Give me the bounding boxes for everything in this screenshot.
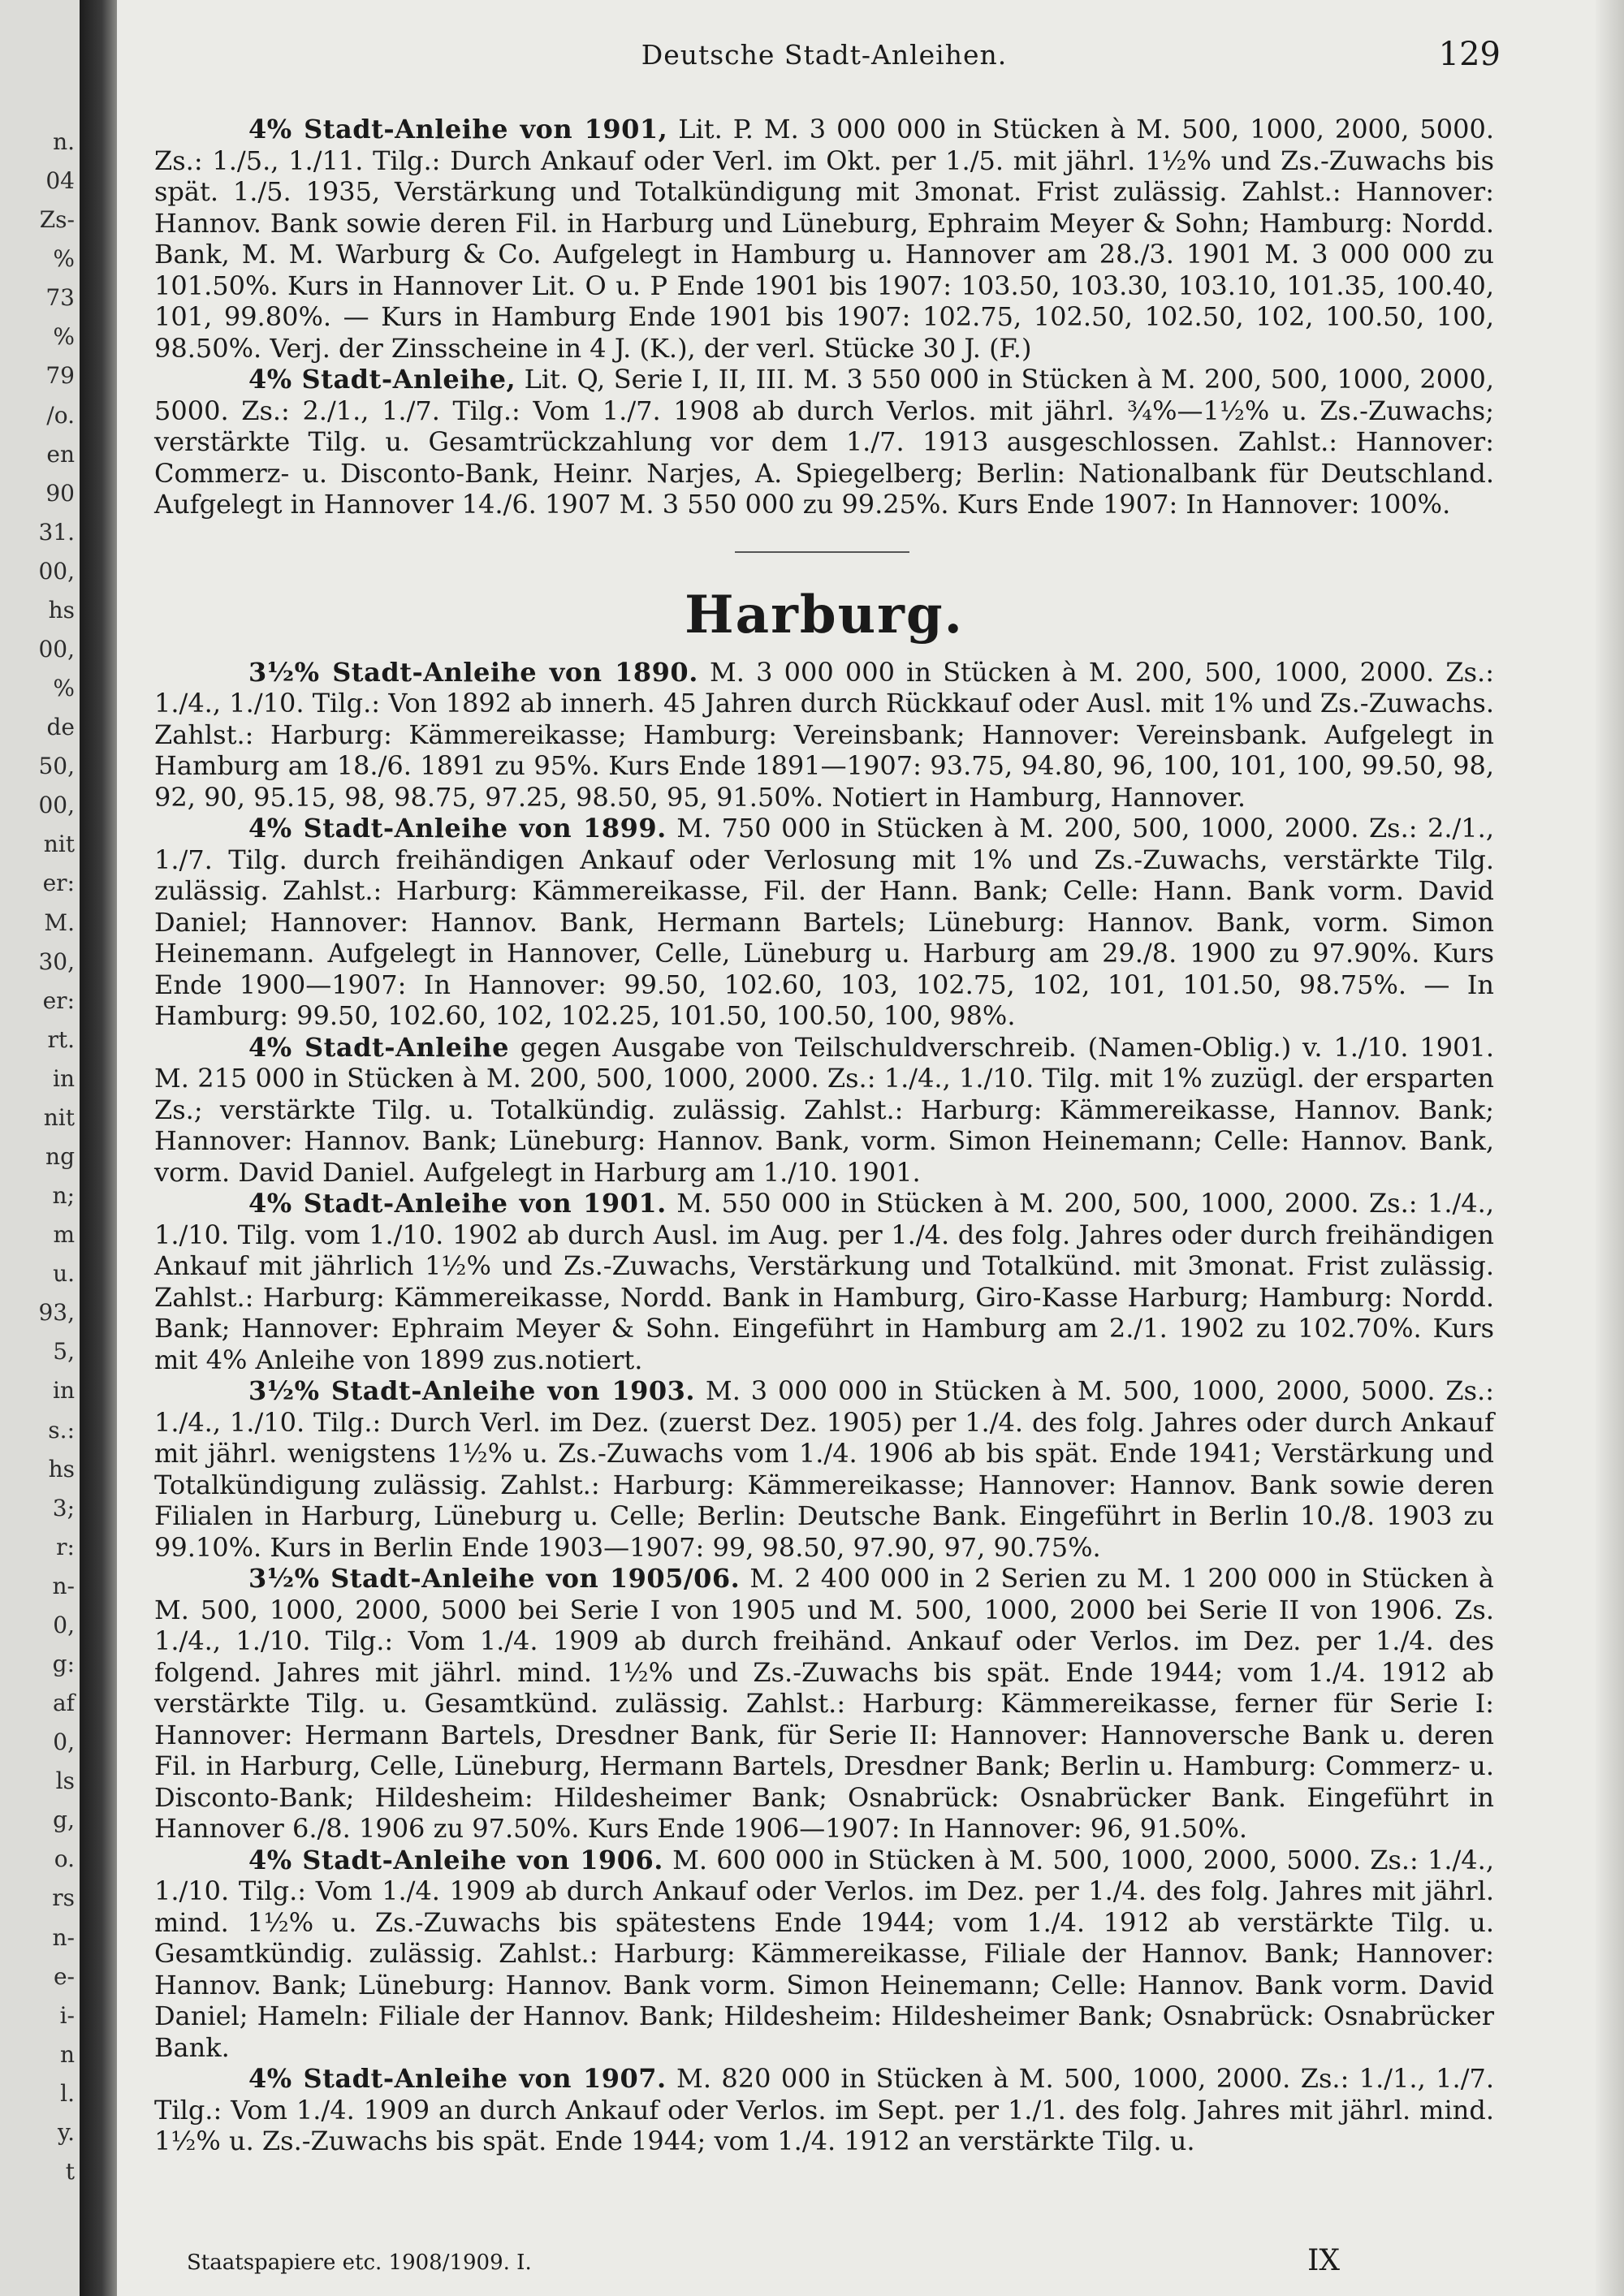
margin-fragment: n- bbox=[52, 1573, 75, 1599]
bond-entry-text: M. 3 000 000 in Stücken à M. 200, 500, 1000, 2000. Zs.: 1./4., 1./10. Tilg.: Von 1892 ab innerh. 45 Jahren durch Rückkauf oder Ausl. mit 1% und Zs.-Zuwachs. Zahlst.: Harburg: Kämmereikasse; Hamburg: Vereinsbank; Hannover: Vereinsbank. Aufgelegt in Hamburg am 18./6. 1891 zu 95%. Kurs Ende 1891—1907: 93.75, 94.80, 96, 100, 101, 100, 99.50, 98, 92, 90, 95.15, 98, 98.75, 97.25, 98.50, 95, 91.50%. Notiert in Hamburg, Hannover. bbox=[154, 656, 1495, 813]
margin-fragment: u. bbox=[53, 1260, 75, 1287]
margin-fragment: e- bbox=[53, 1963, 75, 1990]
bond-entry-heading: 3½% Stadt-Anleihe von 1890. bbox=[248, 656, 698, 688]
bond-entry bbox=[154, 114, 1494, 364]
margin-fragment: 90 bbox=[45, 480, 75, 507]
margin-fragment: 50, bbox=[38, 753, 75, 779]
page-header bbox=[154, 32, 1501, 83]
bond-entry bbox=[154, 1188, 1494, 1375]
margin-fragment: y. bbox=[58, 2119, 75, 2146]
margin-fragment: hs bbox=[48, 597, 75, 624]
margin-fragment: 73 bbox=[45, 284, 75, 311]
bond-entry-heading: 4% Stadt-Anleihe von 1901, bbox=[248, 114, 668, 145]
margin-fragment: er: bbox=[42, 987, 75, 1014]
margin-fragment: in bbox=[53, 1377, 75, 1404]
bond-entry bbox=[154, 1563, 1494, 1845]
bond-entry-text: M. 600 000 in Stücken à M. 500, 1000, 2000, 5000. Zs.: 1./4., 1./10. Tilg.: Vom 1./4. 1909 ab durch Ankauf oder Verlos. im Dez. per 1./4. des folg. Jahres mit jährl. mind. 1½% u. Zs.-Zuwachs bis spätestens Ende 1944; vom 1./4. 1912 ab verstärkte Tilg. u. Gesamtkündig. zulässig. Zahlst.: Harburg: Kämmereikasse, Filiale der Hannov. Bank; Hannover: Hannov. Bank; Lüneburg: Hannov. Bank vorm. Simon Heinemann; Celle: Hannov. Bank vorm. David Daniel; Hameln: Filiale der Hannov. Bank; Hildesheim: Hildesheimer Bank; Osnabrück: Osnabrücker Bank. bbox=[154, 1844, 1495, 2063]
page-edge bbox=[1596, 0, 1624, 2296]
section-separator bbox=[154, 520, 1494, 582]
bond-entry-heading: 4% Stadt-Anleihe bbox=[248, 1031, 509, 1063]
margin-fragment: 5, bbox=[53, 1338, 75, 1365]
bond-entry bbox=[154, 1845, 1494, 2064]
margin-fragment: ls bbox=[55, 1767, 75, 1794]
margin-fragment: af bbox=[52, 1690, 75, 1716]
margin-fragment: /o. bbox=[46, 402, 75, 429]
bond-entry-text: M. 820 000 in Stücken à M. 500, 1000, 2000. Zs.: 1./1., 1./7. Tilg.: Vom 1./4. 1909 an durch Ankauf oder Verlos. im Sept. per 1./1. des folg. Jahres mit jährl. mind. 1½% u. Zs.-Zuwachs bis spät. Ende 1944; vom 1./4. 1912 an verstärkte Tilg. u. bbox=[154, 2063, 1495, 2156]
margin-fragment: % bbox=[53, 245, 75, 272]
margin-fragment: 79 bbox=[45, 362, 75, 389]
margin-fragment: Zs- bbox=[39, 206, 75, 233]
margin-fragment: n; bbox=[52, 1182, 75, 1209]
book-spine-shadow bbox=[80, 0, 117, 2296]
bond-entry-heading: 4% Stadt-Anleihe von 1901. bbox=[248, 1188, 667, 1219]
margin-fragment: i- bbox=[59, 2002, 75, 2029]
margin-fragment: 0, bbox=[53, 1728, 75, 1755]
margin-fragment: 04 bbox=[45, 167, 75, 194]
bond-entry bbox=[154, 2063, 1494, 2157]
page-footer bbox=[187, 2244, 1340, 2281]
previous-page-margin bbox=[0, 0, 80, 2296]
running-title: Deutsche Stadt-Anleihen. bbox=[641, 39, 1008, 71]
margin-fragment: 30, bbox=[38, 948, 75, 975]
margin-fragment: nit bbox=[43, 1104, 75, 1131]
margin-fragment: in bbox=[53, 1065, 75, 1092]
margin-fragment: g, bbox=[53, 1806, 75, 1833]
margin-fragment: hs bbox=[48, 1456, 75, 1482]
separator-rule bbox=[735, 551, 909, 553]
page-content bbox=[154, 32, 1501, 2157]
bond-entry-heading: 4% Stadt-Anleihe von 1899. bbox=[248, 813, 667, 844]
margin-fragment: n bbox=[59, 2041, 75, 2068]
margin-fragment: rs bbox=[52, 1884, 75, 1911]
margin-fragment: rt. bbox=[47, 1026, 75, 1053]
margin-fragment: n- bbox=[52, 1924, 75, 1951]
margin-fragment: s.: bbox=[48, 1417, 75, 1444]
margin-fragment: g: bbox=[52, 1651, 75, 1677]
margin-fragment: t bbox=[65, 2158, 75, 2185]
bond-entry-heading: 3½% Stadt-Anleihe von 1903. bbox=[248, 1375, 696, 1406]
bond-entry-text: M. 2 400 000 in 2 Serien zu M. 1 200 000 in Stücken à M. 500, 1000, 2000, 5000 bei Serie I von 1905 und M. 500, 1000, 2000 bei Serie II von 1906. Zs. 1./4., 1./10. Tilg.: Vom 1./4. 1909 ab durch freihänd. Ankauf oder Verlos. im Dez. per 1./4. des folgend. Jahres mit jährl. mind. 1½% und Zs.-Zuwachs bis spät. Ende 1944; vom 1./4. 1912 ab verstärkte Tilg. u. Gesamtkünd. zulässig. Zahlst.: Harburg: Kämmereikasse, ferner für Serie I: Hannover: Hermann Bartels, Dresdner Bank, für Serie II: Hannover: Hannoversche Bank u. deren Fil. in Harburg, Celle, Lüneburg, Hermann Bartels, Dresdner Bank; Berlin u. Hamburg: Commerz- u. Disconto-Bank; Hildesheim: Hildesheimer Bank; Osnabrück: Osnabrücker Bank. Eingeführt in Hannover 6./8. 1906 zu 97.50%. Kurs Ende 1906—1907: In Hannover: 96, 91.50%. bbox=[154, 1563, 1495, 1844]
bond-entry-heading: 4% Stadt-Anleihe von 1906. bbox=[248, 1844, 663, 1875]
margin-fragment: n. bbox=[53, 128, 75, 155]
margin-fragment: 3; bbox=[52, 1495, 75, 1521]
bond-entry-text: gegen Ausgabe von Teilschuldverschreib. (Namen-Oblig.) v. 1./10. 1901. M. 215 000 in Stücken à M. 200, 500, 1000, 2000. Zs.: 1./4., 1./10. Tilg. mit 1% zuzügl. der ersparten Zs.; verstärkte Tilg. u. Totalkündig. zulässig. Zahlst.: Harburg: Kämmereikasse, Hannov. Bank; Hannover: Hannov. Bank; Lüneburg: Hannov. Bank, vorm. Simon Heinemann; Celle: Hannov. Bank, vorm. David Daniel. Aufgelegt in Harburg am 1./10. 1901. bbox=[154, 1031, 1495, 1188]
bond-entry-heading: 4% Stadt-Anleihe von 1907. bbox=[248, 2063, 667, 2094]
bond-entry bbox=[154, 1375, 1494, 1563]
margin-fragment: 31. bbox=[38, 519, 75, 546]
margin-fragment: en bbox=[46, 441, 75, 468]
bond-entry-text: M. 3 000 000 in Stücken à M. 500, 1000, 2000, 5000. Zs.: 1./4., 1./10. Tilg.: Durch Verl. im Dez. (zuerst Dez. 1905) per 1./4. des folg. Jahres oder durch Ankauf mit jährl. wenigstens 1½% u. Zs.-Zuwachs vom 1./4. 1906 ab bis spät. Ende 1941; Verstärkung und Totalkündigung zulässig. Zahlst.: Harburg: Kämmereikasse; Hannover: Hannov. Bank sowie deren Filialen in Harburg, Lüneburg u. Celle; Berlin: Deutsche Bank. Eingeführt in Berlin 10./8. 1903 zu 99.10%. Kurs in Berlin Ende 1903—1907: 99, 98.50, 97.90, 97, 90.75%. bbox=[154, 1375, 1495, 1563]
signature-mark: Staatspapiere etc. 1908/1909. I. bbox=[187, 2251, 532, 2275]
margin-fragment: % bbox=[53, 323, 75, 350]
bond-entry bbox=[154, 364, 1494, 520]
margin-fragment: M. bbox=[44, 909, 75, 936]
margin-fragment: er: bbox=[42, 870, 75, 896]
margin-fragment: 0, bbox=[53, 1612, 75, 1638]
page-number: 129 bbox=[1438, 36, 1501, 73]
bond-entry-heading: 3½% Stadt-Anleihe von 1905/06. bbox=[248, 1563, 741, 1594]
bond-entry-text: M. 750 000 in Stücken à M. 200, 500, 1000, 2000. Zs.: 2./1., 1./7. Tilg. durch freihändigen Ankauf oder Verlosung mit 1% und Zs.-Zuwachs, verstärkte Tilg. zulässig. Zahlst.: Harburg: Kämmereikasse, Fil. der Hann. Bank; Celle: Hann. Bank vorm. David Daniel; Hannover: Hannov. Bank, Hermann Bartels; Lüneburg: Hannov. Bank, vorm. Simon Heinemann. Aufgelegt in Hannover, Celle, Lüneburg u. Harburg am 29./8. 1900 zu 97.90%. Kurs Ende 1900—1907: In Hannover: 99.50, 102.60, 103, 102.75, 102, 101, 101.50, 98.75%. — In Hamburg: 99.50, 102.60, 102, 102.25, 101.50, 100.50, 100, 98%. bbox=[154, 813, 1495, 1031]
bond-entry bbox=[154, 813, 1494, 1032]
sheet-number: IX bbox=[1307, 2244, 1340, 2277]
margin-fragment: r: bbox=[56, 1534, 75, 1560]
margin-fragment: m bbox=[53, 1221, 75, 1248]
bond-entry bbox=[154, 1032, 1494, 1189]
bond-entry-text: Lit. P. M. 3 000 000 in Stücken à M. 500, 1000, 2000, 5000. Zs.: 1./5., 1./11. Tilg.: Durch Ankauf oder Verl. im Okt. per 1./5. mit jährl. 1½% und Zs.-Zuwachs bis spät. 1./5. 1935, Verstärkung und Totalkündigung mit 3monat. Frist zulässig. Zahlst.: Hannover: Hannov. Bank sowie deren Fil. in Harburg und Lüneburg, Ephraim Meyer & Sohn; Hamburg: Nordd. Bank, M. M. Warburg & Co. Aufgelegt in Hamburg u. Hannover am 28./3. 1901 M. 3 000 000 zu 101.50%. Kurs in Hannover Lit. O u. P Ende 1901 bis 1907: 103.50, 103.30, 103.10, 101.35, 100.40, 101, 99.80%. — Kurs in Hamburg Ende 1901 bis 1907: 102.75, 102.50, 102.50, 102, 100.50, 100, 98.50%. Verj. der Zinsscheine in 4 J. (K.), der verl. Stücke 30 J. (F.) bbox=[154, 114, 1495, 364]
harburg-bond-entries bbox=[154, 657, 1494, 2157]
margin-fragment: l. bbox=[60, 2080, 75, 2107]
margin-fragment: % bbox=[53, 675, 75, 701]
city-bond-entries-continued bbox=[154, 114, 1494, 520]
section-title: Harburg. bbox=[685, 584, 964, 645]
bond-entry-text: M. 550 000 in Stücken à M. 200, 500, 1000, 2000. Zs.: 1./4., 1./10. Tilg. vom 1./10. 1902 ab durch Ausl. im Aug. per 1./4. des folg. Jahres oder durch freihändigen Ankauf mit jährlich 1½% und Zs.-Zuwachs, Verstärkung und Totalkünd. mit 3monat. Frist zulässig. Zahlst.: Harburg: Kämmereikasse, Nordd. Bank in Hamburg, Giro-Kasse Harburg; Hamburg: Nordd. Bank; Hannover: Ephraim Meyer & Sohn. Eingeführt in Hamburg am 2./1. 1902 zu 102.70%. Kurs mit 4% Anleihe von 1899 zus.notiert. bbox=[154, 1188, 1495, 1375]
margin-fragment: 00, bbox=[38, 792, 75, 818]
margin-fragment: 00, bbox=[38, 636, 75, 662]
margin-fragment: nit bbox=[43, 831, 75, 857]
margin-fragment: 00, bbox=[38, 558, 75, 585]
margin-fragment: ng bbox=[45, 1143, 75, 1170]
bond-entry-text: Lit. Q, Serie I, II, III. M. 3 550 000 in Stücken à M. 200, 500, 1000, 2000, 5000. Zs.: 2./1., 1./7. Tilg.: Vom 1./7. 1908 ab durch Verlos. mit jährl. ¾%—1½% u. Zs.-Zuwachs; verstärkte Tilg. u. Gesamtrückzahlung vor dem 1./7. 1913 ausgeschlossen. Zahlst.: Hannover: Commerz- u. Disconto-Bank, Heinr. Narjes, A. Spiegelberg; Berlin: Nationalbank für Deutschland. Aufgelegt in Hannover 14./6. 1907 M. 3 550 000 zu 99.25%. Kurs Ende 1907: In Hannover: 100%. bbox=[154, 364, 1495, 520]
margin-fragment: de bbox=[46, 714, 75, 740]
margin-fragment: o. bbox=[54, 1845, 75, 1872]
bond-entry bbox=[154, 657, 1494, 814]
margin-fragment: 93, bbox=[38, 1299, 75, 1326]
bond-entry-heading: 4% Stadt-Anleihe, bbox=[248, 364, 516, 395]
